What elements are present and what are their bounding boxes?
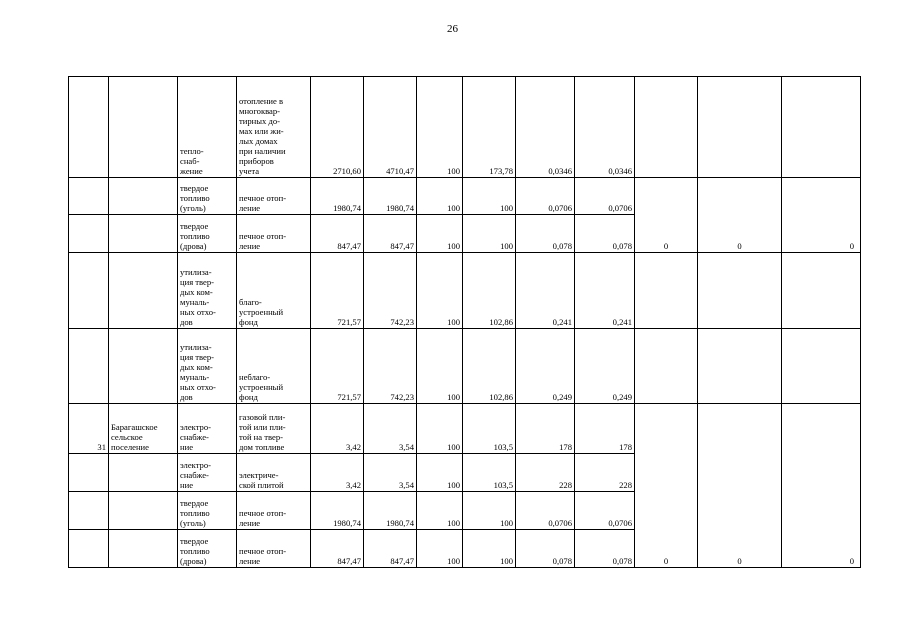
condition-cell: печное отоп- ление [237, 530, 311, 568]
condition-cell: электриче- ской плитой [237, 454, 311, 492]
value-cell: 0,0706 [516, 178, 575, 215]
settlement-cell [109, 492, 178, 530]
value-cell: 0,078 [575, 215, 635, 253]
value-cell: 0,249 [575, 329, 635, 404]
value-cell: 721,57 [311, 253, 364, 329]
settlement-cell [109, 253, 178, 329]
row-number-cell [69, 530, 109, 568]
value-cell: 173,78 [463, 77, 516, 178]
value-cell: 0,241 [516, 253, 575, 329]
value-cell: 1980,74 [364, 178, 417, 215]
value-cell: 0,078 [516, 215, 575, 253]
value-cell: 847,47 [311, 215, 364, 253]
empty-cell [635, 77, 698, 178]
value-cell: 228 [516, 454, 575, 492]
service-cell: утилиза- ция твер- дых ком- муналь- ных отхо- дов [178, 253, 237, 329]
merged-value-cell: 0 [635, 178, 698, 253]
value-cell: 100 [463, 492, 516, 530]
merged-value-cell: 0 [698, 404, 782, 568]
condition-cell: печное отоп- ление [237, 178, 311, 215]
empty-cell [635, 253, 698, 329]
settlement-cell: Барагашское сельское поселение [109, 404, 178, 454]
value-cell: 178 [516, 404, 575, 454]
value-cell: 742,23 [364, 329, 417, 404]
empty-cell [635, 329, 698, 404]
value-cell: 100 [463, 215, 516, 253]
row-number-cell: 31 [69, 404, 109, 454]
value-cell: 178 [575, 404, 635, 454]
service-cell: твердое топливо (дрова) [178, 530, 237, 568]
settlement-cell [109, 215, 178, 253]
condition-cell: отопление в многоквар- тирных до- мах или жи- лых домах при наличии приборов учета [237, 77, 311, 178]
condition-cell: печное отоп- ление [237, 492, 311, 530]
value-cell: 3,54 [364, 454, 417, 492]
table-row [69, 329, 861, 404]
value-cell: 0,241 [575, 253, 635, 329]
condition-cell: неблаго- устроенный фонд [237, 329, 311, 404]
row-number-cell [69, 215, 109, 253]
value-cell: 0,078 [575, 530, 635, 568]
value-cell: 103,5 [463, 454, 516, 492]
table-row [69, 178, 861, 215]
value-cell: 1980,74 [311, 492, 364, 530]
merged-value-cell: 0 [782, 404, 861, 568]
value-cell: 100 [417, 404, 463, 454]
service-cell: электро- снабже- ние [178, 454, 237, 492]
empty-cell [698, 253, 782, 329]
value-cell: 102,86 [463, 329, 516, 404]
value-cell: 102,86 [463, 253, 516, 329]
merged-value-cell: 0 [782, 178, 861, 253]
value-cell: 721,57 [311, 329, 364, 404]
service-cell: твердое топливо (уголь) [178, 492, 237, 530]
value-cell: 0,078 [516, 530, 575, 568]
value-cell: 0,0346 [575, 77, 635, 178]
value-cell: 0,0346 [516, 77, 575, 178]
settlement-cell [109, 530, 178, 568]
value-cell: 100 [417, 329, 463, 404]
value-cell: 1980,74 [311, 178, 364, 215]
value-cell: 2710,60 [311, 77, 364, 178]
condition-cell: газовой пли- той или пли- той на твер- дом топливе [237, 404, 311, 454]
value-cell: 3,42 [311, 454, 364, 492]
row-number-cell [69, 454, 109, 492]
table-row [69, 77, 861, 178]
merged-value-cell: 0 [635, 404, 698, 568]
empty-cell [782, 253, 861, 329]
page-number: 26 [447, 23, 458, 35]
empty-cell [782, 77, 861, 178]
value-cell: 100 [417, 77, 463, 178]
settlement-cell [109, 329, 178, 404]
value-cell: 847,47 [364, 530, 417, 568]
condition-cell: благо- устроенный фонд [237, 253, 311, 329]
value-cell: 100 [417, 215, 463, 253]
value-cell: 100 [463, 530, 516, 568]
value-cell: 0,0706 [516, 492, 575, 530]
value-cell: 0,0706 [575, 492, 635, 530]
value-cell: 847,47 [364, 215, 417, 253]
row-number-cell [69, 77, 109, 178]
table-row [69, 253, 861, 329]
merged-value-cell: 0 [698, 178, 782, 253]
value-cell: 847,47 [311, 530, 364, 568]
row-number-cell [69, 253, 109, 329]
value-cell: 100 [417, 454, 463, 492]
service-cell: тепло- снаб- жение [178, 77, 237, 178]
service-cell: твердое топливо (уголь) [178, 178, 237, 215]
value-cell: 100 [417, 530, 463, 568]
row-number-cell [69, 329, 109, 404]
value-cell: 103,5 [463, 404, 516, 454]
row-number-cell [69, 178, 109, 215]
value-cell: 100 [417, 253, 463, 329]
service-cell: твердое топливо (дрова) [178, 215, 237, 253]
value-cell: 100 [417, 492, 463, 530]
value-cell: 3,54 [364, 404, 417, 454]
value-cell: 0,0706 [575, 178, 635, 215]
table-row [69, 404, 861, 454]
value-cell: 742,23 [364, 253, 417, 329]
empty-cell [698, 77, 782, 178]
empty-cell [698, 329, 782, 404]
value-cell: 100 [417, 178, 463, 215]
settlement-cell [109, 77, 178, 178]
value-cell: 3,42 [311, 404, 364, 454]
value-cell: 100 [463, 178, 516, 215]
tariff-table [68, 76, 861, 568]
value-cell: 4710,47 [364, 77, 417, 178]
service-cell: утилиза- ция твер- дых ком- муналь- ных отхо- дов [178, 329, 237, 404]
row-number-cell [69, 492, 109, 530]
settlement-cell [109, 454, 178, 492]
empty-cell [782, 329, 861, 404]
value-cell: 1980,74 [364, 492, 417, 530]
settlement-cell [109, 178, 178, 215]
value-cell: 0,249 [516, 329, 575, 404]
condition-cell: печное отоп- ление [237, 215, 311, 253]
value-cell: 228 [575, 454, 635, 492]
service-cell: электро- снабже- ние [178, 404, 237, 454]
